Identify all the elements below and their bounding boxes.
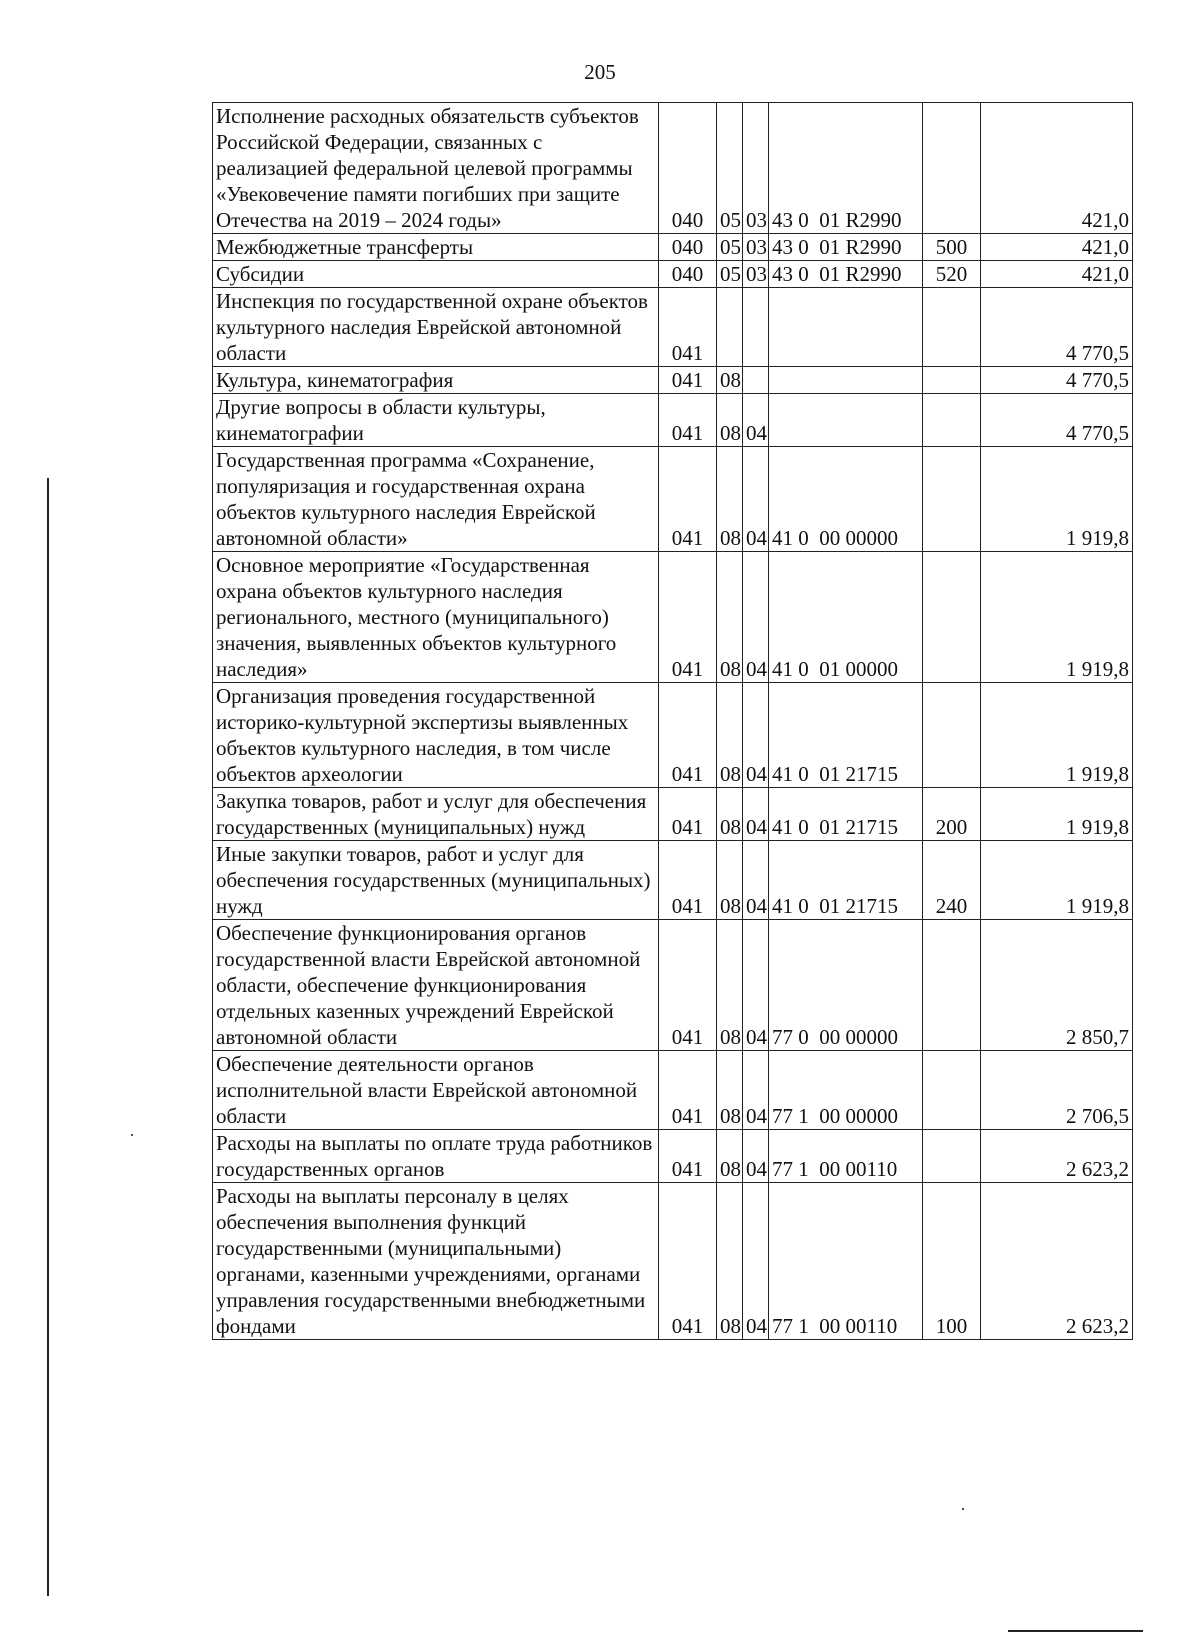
section-code-cell: 08 <box>717 920 743 1051</box>
subsection-code-cell: 03 <box>743 261 769 288</box>
target-article-cell: 77 1 00 00000 <box>769 1051 923 1130</box>
table-row <box>213 447 1133 552</box>
amount-cell: 2 850,7 <box>981 920 1133 1051</box>
expense-type-cell <box>923 288 981 367</box>
section-code-cell: 08 <box>717 552 743 683</box>
section-code-cell: 08 <box>717 1051 743 1130</box>
subsection-code-cell: 04 <box>743 920 769 1051</box>
amount-cell: 4 770,5 <box>981 288 1133 367</box>
ministry-code-cell: 040 <box>659 103 717 234</box>
target-article-cell: 41 0 01 00000 <box>769 552 923 683</box>
table-row <box>213 261 1133 288</box>
subsection-code-cell: 04 <box>743 1183 769 1340</box>
amount-cell: 1 919,8 <box>981 447 1133 552</box>
expense-type-cell <box>923 683 981 788</box>
section-code-cell: 05 <box>717 261 743 288</box>
row-name-cell: Обеспечение функционирования органов государственной власти Еврейской автономной области, обеспечение функционирования отдельных казенных учреждений Еврейской автономной области <box>213 920 659 1051</box>
ministry-code-cell: 041 <box>659 841 717 920</box>
scan-speck <box>962 1508 964 1510</box>
budget-table <box>212 102 1133 1340</box>
table-row <box>213 683 1133 788</box>
section-code-cell: 08 <box>717 841 743 920</box>
row-name-cell: Другие вопросы в области культуры, кинематографии <box>213 394 659 447</box>
subsection-code-cell: 03 <box>743 234 769 261</box>
ministry-code-cell: 041 <box>659 683 717 788</box>
amount-cell: 2 706,5 <box>981 1051 1133 1130</box>
row-name-cell: Организация проведения государственной историко-культурной экспертизы выявленных объектов культурного наследия, в том числе объектов археологии <box>213 683 659 788</box>
ministry-code-cell: 041 <box>659 394 717 447</box>
subsection-code-cell: 04 <box>743 788 769 841</box>
subsection-code-cell: 03 <box>743 103 769 234</box>
footnote-rule <box>1008 1630 1143 1632</box>
subsection-code-cell: 04 <box>743 552 769 683</box>
target-article-cell: 41 0 01 21715 <box>769 788 923 841</box>
amount-cell: 4 770,5 <box>981 367 1133 394</box>
table-row <box>213 552 1133 683</box>
section-code-cell: 05 <box>717 103 743 234</box>
target-article-cell <box>769 394 923 447</box>
expense-type-cell: 500 <box>923 234 981 261</box>
amount-cell: 421,0 <box>981 103 1133 234</box>
amount-cell: 1 919,8 <box>981 788 1133 841</box>
table-row <box>213 1183 1133 1340</box>
target-article-cell <box>769 367 923 394</box>
subsection-code-cell: 04 <box>743 1130 769 1183</box>
amount-cell: 2 623,2 <box>981 1130 1133 1183</box>
target-article-cell: 77 1 00 00110 <box>769 1130 923 1183</box>
target-article-cell: 41 0 01 21715 <box>769 841 923 920</box>
subsection-code-cell: 04 <box>743 394 769 447</box>
row-name-cell: Расходы на выплаты персоналу в целях обеспечения выполнения функций государственными (муниципальными) органами, казенными учреждениями, органами управления государственными внебюджетными фондами <box>213 1183 659 1340</box>
section-code-cell: 05 <box>717 234 743 261</box>
row-name-cell: Иные закупки товаров, работ и услуг для обеспечения государственных (муниципальных) нужд <box>213 841 659 920</box>
section-code-cell <box>717 288 743 367</box>
section-code-cell: 08 <box>717 447 743 552</box>
row-name-cell: Субсидии <box>213 261 659 288</box>
section-code-cell: 08 <box>717 394 743 447</box>
ministry-code-cell: 041 <box>659 552 717 683</box>
target-article-cell: 77 0 00 00000 <box>769 920 923 1051</box>
target-article-cell: 41 0 01 21715 <box>769 683 923 788</box>
ministry-code-cell: 041 <box>659 288 717 367</box>
expense-type-cell <box>923 367 981 394</box>
row-name-cell: Основное мероприятие «Государственная охрана объектов культурного наследия регионального, местного (муниципального) значения, выявленных объектов культурного наследия» <box>213 552 659 683</box>
expense-type-cell: 200 <box>923 788 981 841</box>
ministry-code-cell: 041 <box>659 920 717 1051</box>
ministry-code-cell: 041 <box>659 1183 717 1340</box>
amount-cell: 1 919,8 <box>981 683 1133 788</box>
table-row <box>213 234 1133 261</box>
amount-cell: 1 919,8 <box>981 552 1133 683</box>
section-code-cell: 08 <box>717 788 743 841</box>
ministry-code-cell: 041 <box>659 1130 717 1183</box>
row-name-cell: Государственная программа «Сохранение, популяризация и государственная охрана объектов культурного наследия Еврейской автономной области» <box>213 447 659 552</box>
table-row <box>213 367 1133 394</box>
ministry-code-cell: 041 <box>659 367 717 394</box>
row-name-cell: Исполнение расходных обязательств субъектов Российской Федерации, связанных с реализацией федеральной целевой программы «Увековечение памяти погибших при защите Отечества на 2019 – 2024 годы» <box>213 103 659 234</box>
row-name-cell: Расходы на выплаты по оплате труда работников государственных органов <box>213 1130 659 1183</box>
target-article-cell: 43 0 01 R2990 <box>769 103 923 234</box>
section-code-cell: 08 <box>717 1130 743 1183</box>
row-name-cell: Межбюджетные трансферты <box>213 234 659 261</box>
subsection-code-cell: 04 <box>743 841 769 920</box>
subsection-code-cell: 04 <box>743 1051 769 1130</box>
ministry-code-cell: 040 <box>659 234 717 261</box>
table-row <box>213 288 1133 367</box>
amount-cell: 1 919,8 <box>981 841 1133 920</box>
amount-cell: 4 770,5 <box>981 394 1133 447</box>
expense-type-cell: 520 <box>923 261 981 288</box>
ministry-code-cell: 041 <box>659 1051 717 1130</box>
ministry-code-cell: 041 <box>659 788 717 841</box>
target-article-cell: 77 1 00 00110 <box>769 1183 923 1340</box>
expense-type-cell <box>923 103 981 234</box>
table-row <box>213 1130 1133 1183</box>
section-code-cell: 08 <box>717 367 743 394</box>
expense-type-cell: 240 <box>923 841 981 920</box>
subsection-code-cell <box>743 288 769 367</box>
target-article-cell: 43 0 01 R2990 <box>769 234 923 261</box>
expense-type-cell <box>923 1130 981 1183</box>
expense-type-cell <box>923 920 981 1051</box>
table-row <box>213 841 1133 920</box>
budget-table-body <box>213 103 1133 1340</box>
amount-cell: 2 623,2 <box>981 1183 1133 1340</box>
target-article-cell: 41 0 00 00000 <box>769 447 923 552</box>
expense-type-cell <box>923 447 981 552</box>
ministry-code-cell: 041 <box>659 447 717 552</box>
section-code-cell: 08 <box>717 1183 743 1340</box>
row-name-cell: Обеспечение деятельности органов исполнительной власти Еврейской автономной области <box>213 1051 659 1130</box>
expense-type-cell: 100 <box>923 1183 981 1340</box>
scan-speck <box>131 1134 133 1136</box>
expense-type-cell <box>923 1051 981 1130</box>
row-name-cell: Инспекция по государственной охране объектов культурного наследия Еврейской автономной области <box>213 288 659 367</box>
target-article-cell: 43 0 01 R2990 <box>769 261 923 288</box>
subsection-code-cell <box>743 367 769 394</box>
expense-type-cell <box>923 552 981 683</box>
section-code-cell: 08 <box>717 683 743 788</box>
table-row <box>213 103 1133 234</box>
table-row <box>213 1051 1133 1130</box>
row-name-cell: Закупка товаров, работ и услуг для обеспечения государственных (муниципальных) нужд <box>213 788 659 841</box>
amount-cell: 421,0 <box>981 261 1133 288</box>
table-row <box>213 788 1133 841</box>
table-row <box>213 920 1133 1051</box>
subsection-code-cell: 04 <box>743 683 769 788</box>
scan-edge-line <box>47 478 49 1596</box>
table-row <box>213 394 1133 447</box>
target-article-cell <box>769 288 923 367</box>
ministry-code-cell: 040 <box>659 261 717 288</box>
expense-type-cell <box>923 394 981 447</box>
subsection-code-cell: 04 <box>743 447 769 552</box>
amount-cell: 421,0 <box>981 234 1133 261</box>
row-name-cell: Культура, кинематография <box>213 367 659 394</box>
page-number: 205 <box>584 60 616 84</box>
